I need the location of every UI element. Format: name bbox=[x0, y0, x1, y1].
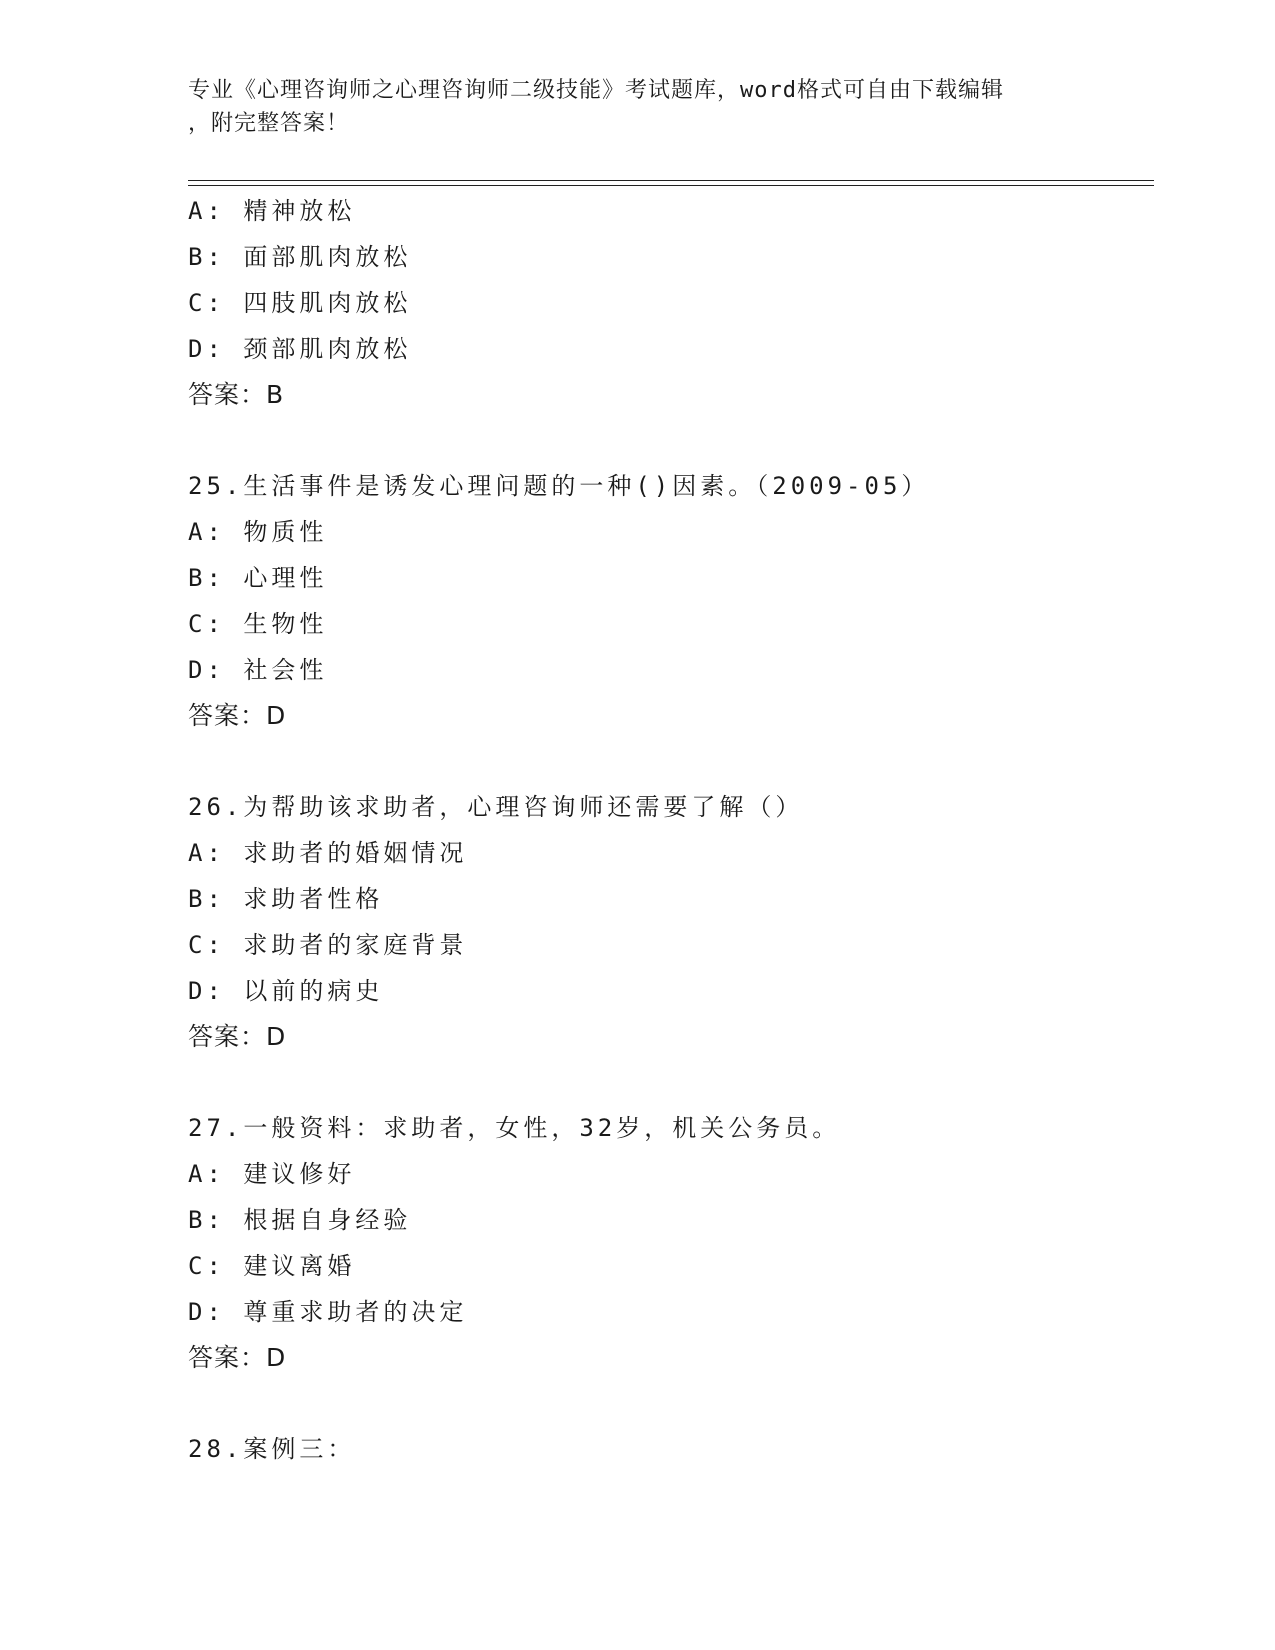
option-a: A: 求助者的婚姻情况 bbox=[188, 839, 468, 867]
option-b: B: 面部肌肉放松 bbox=[188, 243, 412, 271]
question-28-block bbox=[188, 1426, 1148, 1472]
document-header bbox=[188, 74, 1088, 140]
option-d: D: 社会性 bbox=[188, 656, 328, 684]
option-c: C: 生物性 bbox=[188, 610, 328, 638]
question-text: 26.为帮助该求助者，心理咨询师还需要了解（） bbox=[188, 793, 804, 821]
option-c: C: 建议离婚 bbox=[188, 1252, 356, 1280]
question-text: 27.一般资料：求助者，女性，32岁，机关公务员。 bbox=[188, 1114, 841, 1142]
question-text: 25.生活事件是诱发心理问题的一种()因素。（2009-05） bbox=[188, 472, 930, 500]
answer-line: 答案：B bbox=[188, 380, 285, 409]
option-c: C: 求助者的家庭背景 bbox=[188, 931, 468, 959]
option-d: D: 颈部肌肉放松 bbox=[188, 335, 412, 363]
answer-line: 答案：D bbox=[188, 701, 287, 730]
option-a: A: 建议修好 bbox=[188, 1160, 356, 1188]
question-25-block bbox=[188, 463, 1148, 739]
option-a: A: 精神放松 bbox=[188, 197, 356, 225]
header-line-2: ，附完整答案！ bbox=[188, 111, 350, 136]
answer-line: 答案：D bbox=[188, 1022, 287, 1051]
header-divider-top bbox=[188, 180, 1154, 181]
question-list bbox=[188, 188, 1148, 1472]
option-b: B: 根据自身经验 bbox=[188, 1206, 412, 1234]
answer-line: 答案：D bbox=[188, 1343, 287, 1372]
option-c: C: 四肢肌肉放松 bbox=[188, 289, 412, 317]
option-a: A: 物质性 bbox=[188, 518, 328, 546]
header-divider-bottom bbox=[188, 185, 1154, 186]
option-b: B: 心理性 bbox=[188, 564, 328, 592]
question-24-block bbox=[188, 188, 1148, 418]
question-26-block bbox=[188, 784, 1148, 1060]
option-b: B: 求助者性格 bbox=[188, 885, 384, 913]
option-d: D: 尊重求助者的决定 bbox=[188, 1298, 468, 1326]
question-27-block bbox=[188, 1105, 1148, 1381]
header-line-1: 专业《心理咨询师之心理咨询师二级技能》考试题库，word格式可自由下载编辑 bbox=[188, 78, 1004, 103]
option-d: D: 以前的病史 bbox=[188, 977, 384, 1005]
question-text: 28.案例三： bbox=[188, 1435, 356, 1463]
